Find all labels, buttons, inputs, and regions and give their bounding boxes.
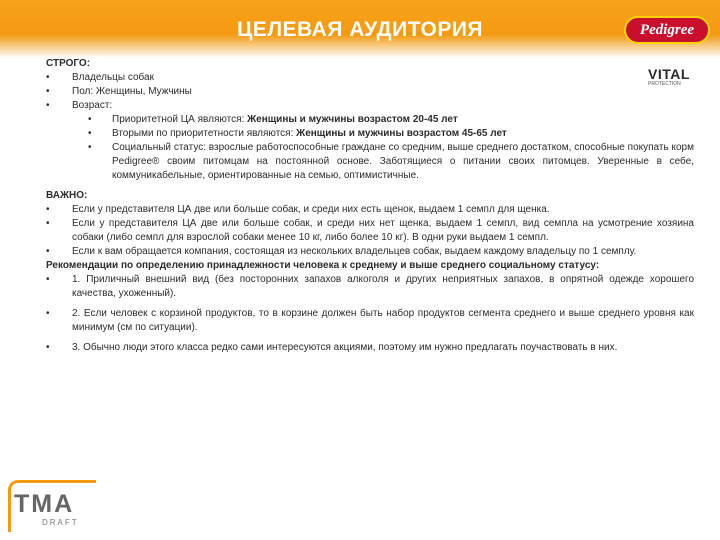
- pedigree-logo: Pedigree: [624, 16, 710, 44]
- vital-logo-text: VITAL: [648, 66, 690, 82]
- list-item-text: Если у представителя ЦА две или больше собак, и среди них нет щенка, выдаем 1 семпл, вид семпла на усмотрение хозяина собаки (либо семпл для взрослой собаки менее 10 кг, либо более 10 кг). В одни руки выдаем 1 семпл.: [72, 218, 694, 243]
- bullet: •: [46, 72, 50, 83]
- list-item-text: Социальный статус: взрослые работоспособные граждане со средним, выше среднего достатком, способные покупать корм Pedigree® своим питомцам на постоянной основе. Заботящиеся о питании своих питомцев. Уверенные в себе, коммуникабельные, ориентированные на семью, оптимистичные.: [112, 142, 694, 181]
- list-item-text: 2. Если человек с корзиной продуктов, то в корзине должен быть набор продуктов сегмента среднего и выше среднего уровня как минимум (см по ситуации).: [72, 308, 694, 333]
- list-item: [46, 85, 694, 99]
- bullet: •: [88, 128, 92, 139]
- list-item: [46, 217, 694, 245]
- bullet: •: [46, 342, 50, 353]
- bullet: •: [46, 308, 50, 319]
- list-item: [46, 99, 694, 113]
- list-item-text: Возраст:: [72, 100, 113, 111]
- document-body: [46, 57, 694, 355]
- bullet: •: [46, 218, 50, 229]
- list-item: [46, 203, 694, 217]
- bullet: •: [46, 86, 50, 97]
- header-banner: [0, 0, 720, 58]
- list-item-text: Если у представителя ЦА две или больше собак, и среди них есть щенок, выдаем 1 семпл для щенка.: [72, 204, 550, 215]
- list-item-text: 3. Обычно люди этого класса редко сами интересуются акциями, поэтому им нужно предлагать поучаствовать в них.: [72, 342, 618, 353]
- list-item: [46, 71, 694, 85]
- important-heading: ВАЖНО:: [46, 190, 88, 201]
- list-item-text: Приоритетной ЦА являются:: [112, 114, 248, 125]
- bullet: •: [46, 246, 50, 257]
- list-item: [46, 273, 694, 301]
- bullet: •: [46, 100, 50, 111]
- bullet: •: [88, 142, 92, 153]
- list-item-emphasis: Женщины и мужчины возрастом 20-45 лет: [247, 114, 458, 125]
- page-title: ЦЕЛЕВАЯ АУДИТОРИЯ: [236, 18, 484, 41]
- sub-list-item: [46, 127, 694, 141]
- draft-logo-text: DRAFT: [42, 518, 79, 527]
- bullet: •: [46, 204, 50, 215]
- tma-logo-text: TMA: [14, 490, 75, 518]
- list-item: [46, 341, 694, 355]
- list-item: [46, 307, 694, 335]
- list-item-text: Владельцы собак: [72, 72, 154, 83]
- list-item: [46, 245, 694, 259]
- recommendations-heading: Рекомендации по определению принадлежности человека к среднему и выше среднего социальному статусу:: [46, 260, 600, 271]
- bullet: •: [88, 114, 92, 125]
- sub-list-item: [46, 141, 694, 183]
- list-item-text: 1. Приличный внешний вид (без посторонних запахов алкоголя и других неприятных запахов, в опрятной одежде хорошего качества, ухоженный).: [72, 274, 694, 299]
- vital-logo-subtext: PROTECTION: [648, 81, 681, 87]
- strict-heading: СТРОГО:: [46, 58, 91, 69]
- list-item-text: Вторыми по приоритетности являются:: [112, 128, 297, 139]
- list-item-text: Если к вам обращается компания, состоящая из нескольких владельцев собак, выдаем каждому владельцу по 1 семплу.: [72, 246, 637, 257]
- bullet: •: [46, 274, 50, 285]
- sub-list-item: [46, 113, 694, 127]
- list-item-emphasis: Женщины и мужчины возрастом 45-65 лет: [296, 128, 507, 139]
- list-item-text: Пол: Женщины, Мужчины: [72, 86, 192, 97]
- tma-draft-logo: [8, 480, 100, 534]
